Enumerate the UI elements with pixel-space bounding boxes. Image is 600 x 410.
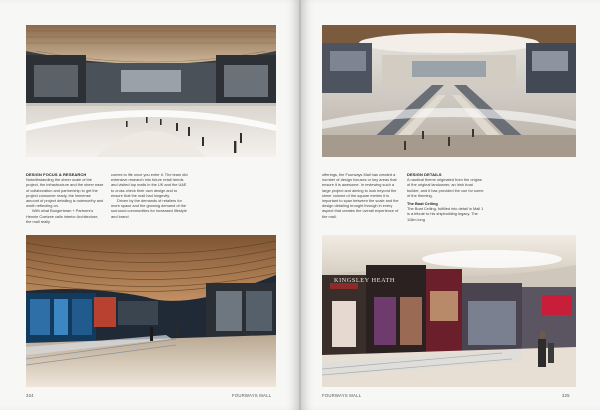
body-paragraph: Notwithstanding the sheer scale of the project, the infrastructure and the sheer ease of collaboration and partnership to get the project consumer ready, the immense amount of project detailing is noteworthy and worth reflecting on. bbox=[26, 177, 104, 209]
right-page bbox=[300, 0, 600, 410]
body-paragraph: With what Boogertman + Partners's Hennie Coetzee calls interior Architecture, the mall really bbox=[26, 208, 99, 224]
running-head-right: FOURWAYS MALL bbox=[322, 393, 362, 398]
body-paragraph: comes to life once you enter it. The team did extensive research into future retail trends and visited top malls in the UK and the UAE to cross check their own design and to ensure that the mall had longevity. bbox=[111, 172, 188, 198]
section-heading-design-focus: DESIGN FOCUS & RESEARCH bbox=[26, 172, 87, 177]
body-paragraph: The Boat Ceiling, fulfilled into detail in Mall 1 is a tribute to his shipbuilding legacy. The 118m long bbox=[407, 206, 484, 222]
right-column-1 bbox=[322, 172, 400, 219]
left-column-2 bbox=[111, 172, 189, 219]
left-column-1 bbox=[26, 172, 104, 224]
page-number-left: 324 bbox=[26, 393, 34, 398]
right-column-2 bbox=[407, 172, 485, 222]
subheading-boat-ceiling: The Boat Ceiling bbox=[407, 201, 438, 207]
page-number-right: 325 bbox=[562, 393, 570, 398]
body-paragraph: A nautical theme originated from the origins of the original landowner, an Irish boat builder, and it has provided the cue for some of the theming. bbox=[407, 177, 484, 198]
kingsley-heath-sign: KINGSLEY HEATH bbox=[334, 277, 395, 284]
body-paragraph: Driven by the demands of retailers for more space and the growing demand of the surround communities for increased lifestyle and brand bbox=[111, 198, 187, 219]
photo-mall-corridor bbox=[26, 25, 276, 157]
photo-wood-slat-corridor bbox=[26, 235, 276, 387]
running-head-left: FOURWAYS MALL bbox=[232, 393, 272, 398]
photo-atrium-escalators bbox=[322, 25, 576, 157]
photo-storefronts bbox=[322, 235, 576, 387]
body-paragraph: offerings, the Fourways Mall has created a number of design focuses or key areas that ensure it is awesome. In reviewing such a large project and aiming to look beyond the sheer volume of the square metres it is important to span between the scale and the design detailing brought through in every aspect that creates the overall experience of the mall. bbox=[322, 172, 399, 219]
spine-gutter bbox=[299, 0, 301, 410]
section-heading-design-details: DESIGN DETAILS bbox=[407, 172, 442, 177]
